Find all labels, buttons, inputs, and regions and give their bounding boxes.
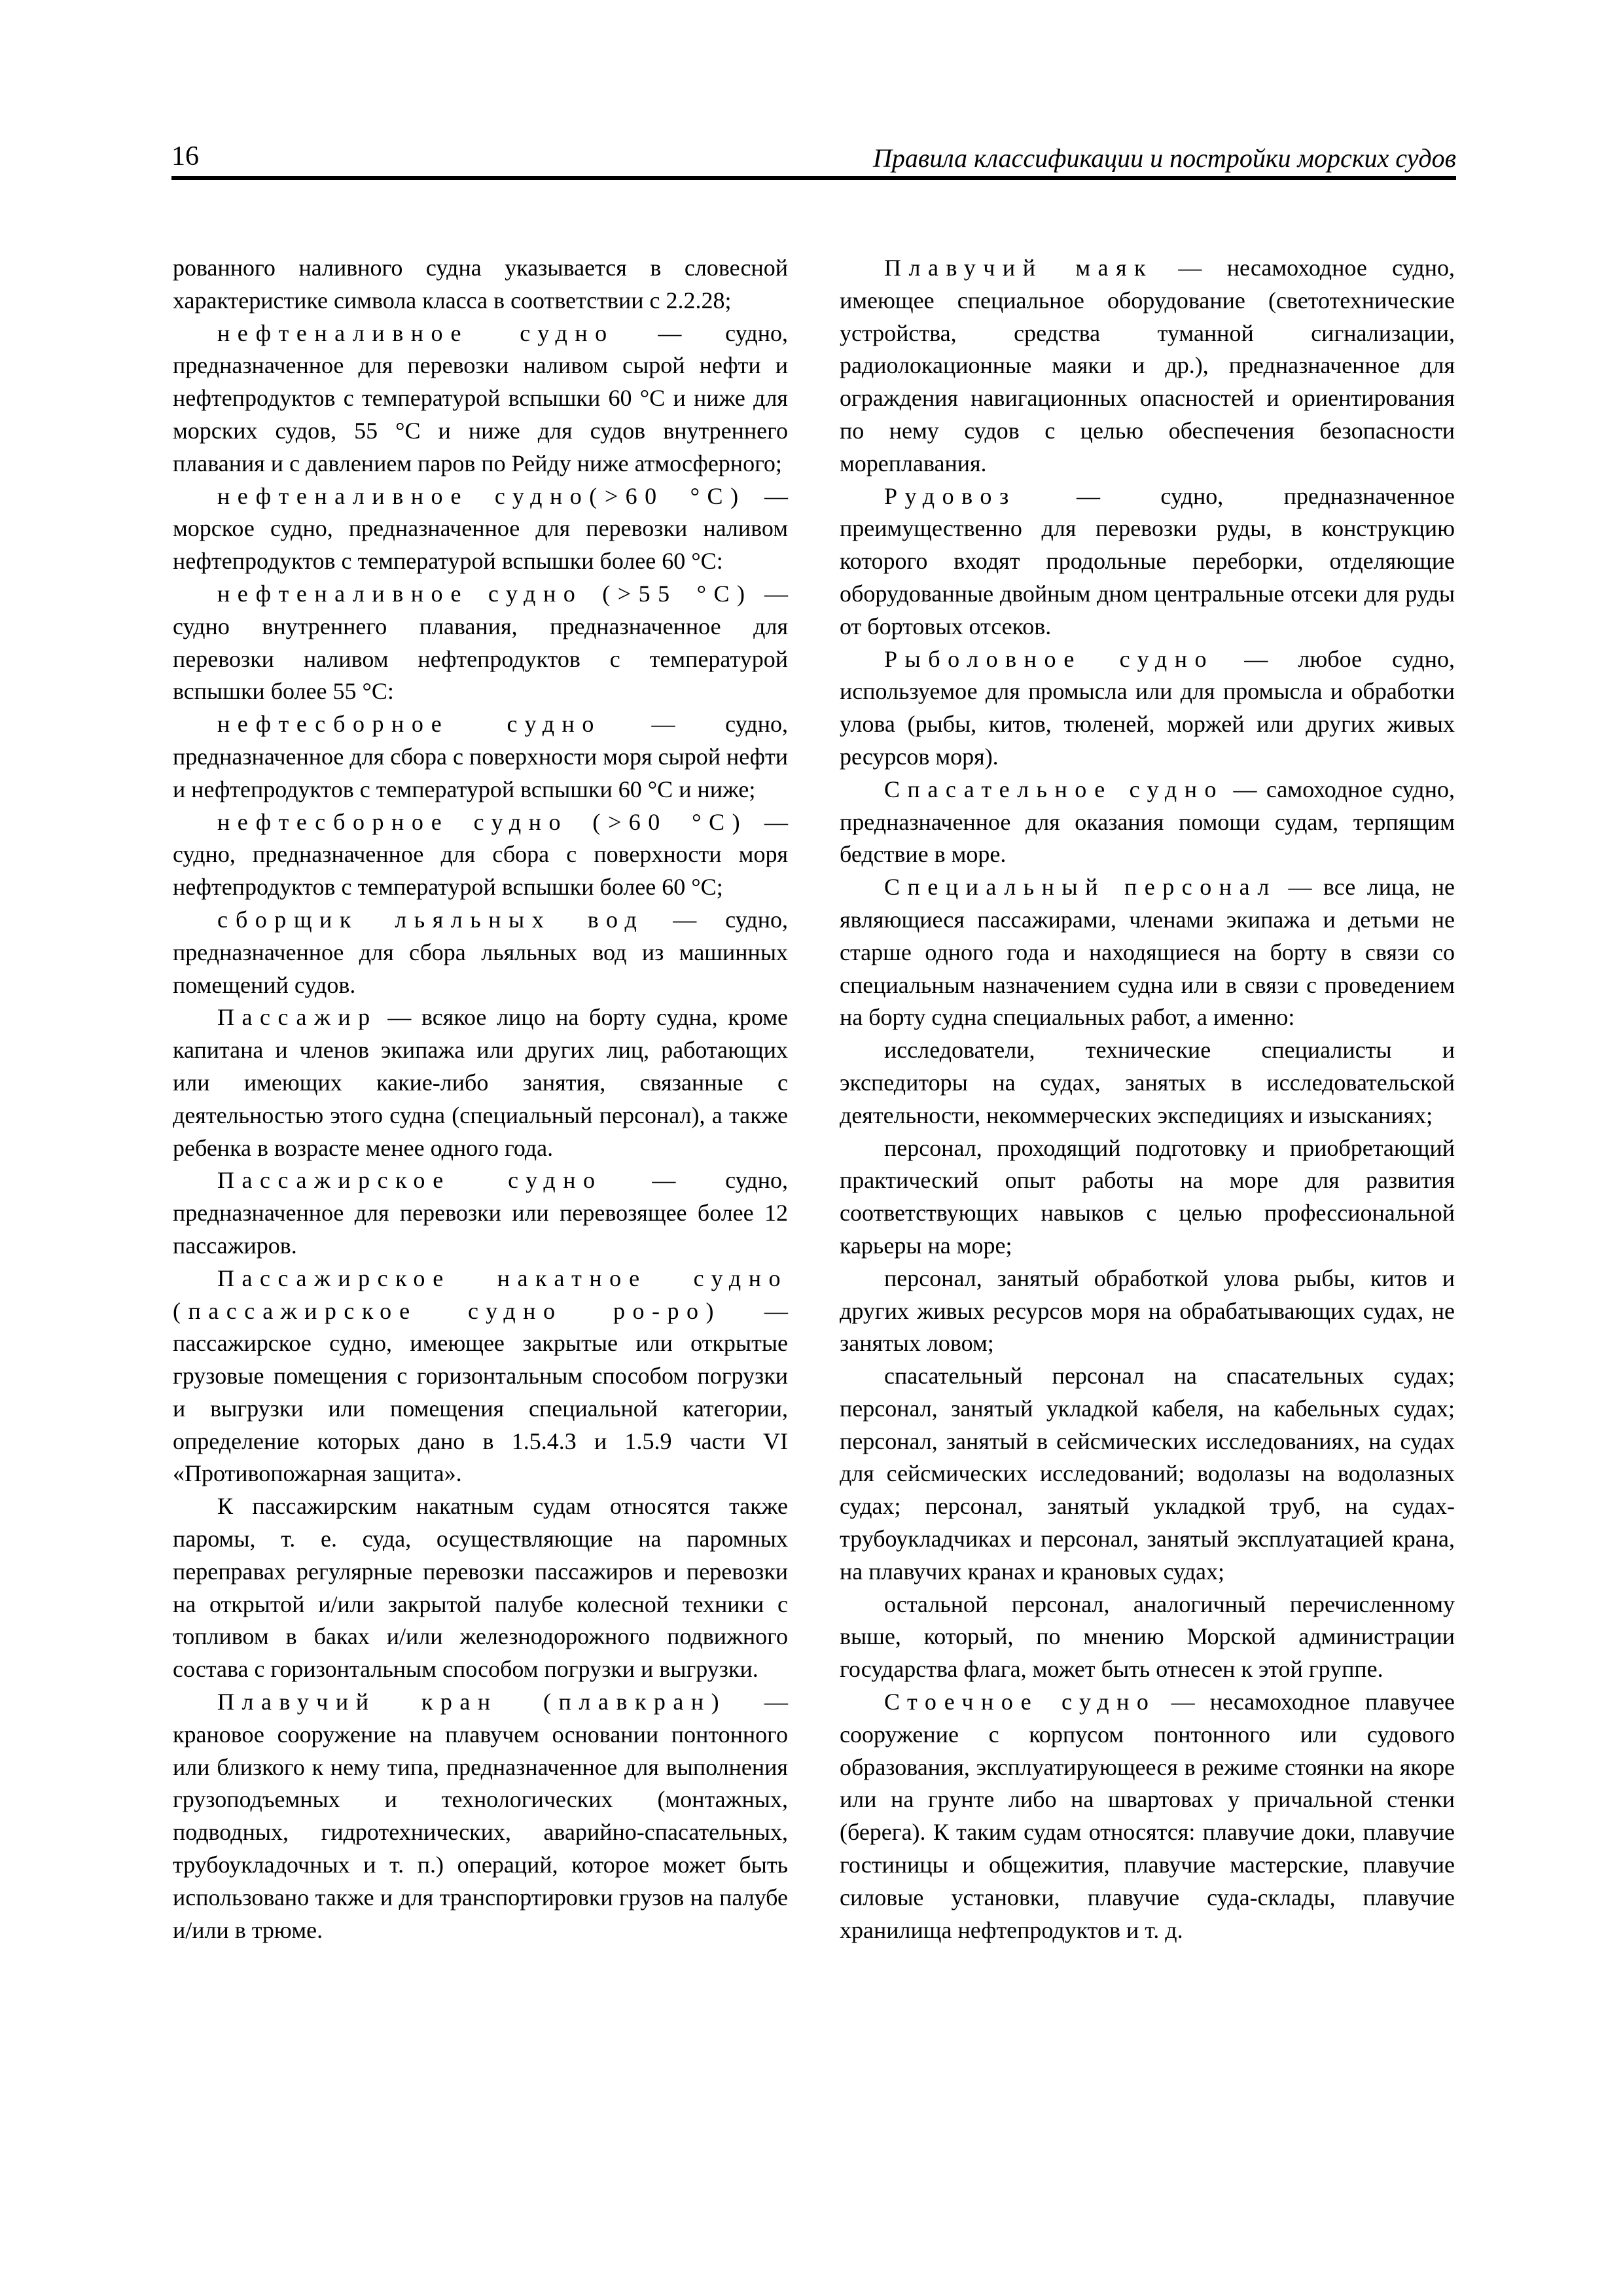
defined-term: Специальный персонал: [884, 874, 1277, 901]
paragraph: [840, 252, 1455, 480]
paragraph: [840, 1588, 1455, 1686]
defined-term: Плавучий маяк: [884, 255, 1154, 281]
paragraph: [173, 1001, 788, 1164]
paragraph: [173, 1164, 788, 1262]
defined-term: Пассажир: [217, 1004, 378, 1031]
paragraph: [840, 774, 1455, 871]
defined-term: нефтеналивное судно: [217, 319, 615, 346]
paragraph: [840, 1686, 1455, 1946]
definition-text: — судно, предназначенное для сбора с поверхности моря сырой нефти и нефтепродуктов с температурой вспышки 60 °С и ниже;: [173, 711, 788, 802]
defined-term: Рудовоз: [884, 482, 1016, 509]
definition-text: — судно внутреннего плавания, предназначенное для перевозки наливом нефтепродуктов с температурой вспышки более 55 °С:: [173, 580, 788, 705]
definition-text: — самоходное судно, предназначенное для оказания помощи судам, терпящим бедствие в море.: [840, 776, 1455, 868]
definition-text: остальной персонал, аналогичный перечисленному выше, который, по мнению Морской администрации государства флага, может быть отнесен к этой группе.: [840, 1590, 1455, 1683]
paragraph: [173, 1490, 788, 1686]
definition-text: — судно, предназначенное для сбора льяльных вод из машинных помещений судов.: [173, 906, 788, 998]
definition-text: рованного наливного судна указывается в словесной характеристике символа класса в соответствии с 2.2.28;: [173, 255, 788, 314]
defined-term: Спасательное судно: [884, 776, 1224, 802]
paragraph: [173, 904, 788, 1001]
paragraph: [840, 1132, 1455, 1263]
paragraph: [173, 480, 788, 578]
defined-term: Плавучий кран (плавкран): [217, 1689, 727, 1715]
definition-text: исследователи, технические специалисты и экспедиторы на судах, занятых в исследовательской деятельности, некоммерческих экспедициях и изысканиях;: [840, 1037, 1455, 1128]
defined-term: сборщик льяльных вод: [217, 906, 645, 933]
page-number: 16: [171, 141, 199, 171]
paragraph: [840, 480, 1455, 643]
defined-term: нефтеналивное судно(>60 °С): [217, 482, 746, 509]
paragraph: [840, 871, 1455, 1034]
paragraph: [840, 1360, 1455, 1588]
definition-text: К пассажирским накатным судам относятся также паромы, т. е. суда, осуществляющие на паромных переправах регулярные перевозки пассажиров и перевозки на открытой и/или закрытой палубе колесной техники с топливом в баках и/или железнодорожного подвижного состава с горизонтальным способом погрузки и выгрузки.: [173, 1493, 788, 1683]
defined-term: Пассажирское накатное судно (пассажирское судно ро-ро): [173, 1265, 788, 1324]
defined-term: Рыболовное судно: [884, 645, 1215, 672]
defined-term: Стоечное судно: [884, 1689, 1156, 1715]
paragraph: [173, 317, 788, 480]
definition-text: спасательный персонал на спасательных судах; персонал, занятый укладкой кабеля, на кабельных судах; персонал, занятый в сейсмических исследованиях, на судах для сейсмических исследований; водолазы на водолазных судах; персонал, занятый укладкой труб, на судах-трубоукладчиках и персонал, занятый эксплуатацией крана, на плавучих кранах и крановых судах;: [840, 1363, 1455, 1585]
defined-term: нефтесборное судно (>60 °С): [217, 808, 748, 835]
right-column: [840, 252, 1455, 1946]
defined-term: Пассажирское судно: [217, 1167, 603, 1194]
definition-text: — пассажирское судно, имеющее закрытые или открытые грузовые помещения с горизонтальным способом погрузки и выгрузки или помещения специальной категории, определение которых дано в 1.5.4.3 и 1.5.9 части VI «Противопожарная защита».: [173, 1297, 789, 1487]
paragraph: [173, 1263, 788, 1491]
paragraph: [173, 578, 788, 708]
definition-text: — несамоходное плавучее сооружение с корпусом понтонного или судового образования, эксплуатирующееся в режиме стоянки на якоре или на грунте либо на швартовах у причальной стенки (берега). К таким судам относятся: плавучие доки, плавучие гостиницы и общежития, плавучие мастерские, плавучие силовые установки, плавучие суда-склады, плавучие хранилища нефтепродуктов и т. д.: [840, 1689, 1455, 1943]
paragraph: [173, 806, 788, 904]
running-title: Правила классификации и постройки морских судов: [872, 143, 1456, 173]
definition-text: персонал, проходящий подготовку и приобретающий практический опыт работы на море для развития соответствующих навыков с целью профессиональной карьеры на море;: [840, 1134, 1455, 1259]
definition-text: — несамоходное судно, имеющее специальное оборудование (светотехнические устройства, средства туманной сигнализации, радиолокационные маяки и др.), предназначенное для ограждения навигационных опасностей и ориентирования по нему судов с целью обеспечения безопасности мореплавания.: [840, 255, 1455, 476]
paragraph: [840, 643, 1455, 774]
definition-text: — судно, предназначенное для перевозки или перевозящее более 12 пассажиров.: [173, 1167, 788, 1259]
definition-text: — судно, предназначенное преимущественно для перевозки руды, в конструкцию которого входят продольные переборки, отделяющие оборудованные двойным дном центральные отсеки для руды от бортовых отсеков.: [840, 482, 1455, 639]
header-rule: [171, 176, 1456, 180]
paragraph: [173, 1686, 788, 1946]
paragraph: [173, 708, 788, 806]
definition-text: — крановое сооружение на плавучем основании понтонного или близкого к нему типа, предназначенное для выполнения грузоподъемных и технологических (монтажных, подводных, гидротехнических, аварийно-спасательных, трубоукладочных и т. п.) операций, которое может быть использовано также и для транспортировки грузов на палубе и/или в трюме.: [173, 1689, 788, 1943]
definition-text: персонал, занятый обработкой улова рыбы, китов и других живых ресурсов моря на обрабатывающих судах, не занятых ловом;: [840, 1265, 1455, 1357]
definition-text: — все лица, не являющиеся пассажирами, членами экипажа и детьми не старше одного года и находящиеся на борту в связи со специальным назначением судна или в связи с проведением на борту судна специальных работ, а именно:: [840, 874, 1455, 1031]
definition-text: — судно, предназначенное для перевозки наливом сырой нефти и нефтепродуктов с температурой вспышки 60 °С и ниже для морских судов, 55 °С и ниже для судов внутреннего плавания и с давлением паров по Рейду ниже атмосферного;: [173, 319, 788, 476]
paragraph: [173, 252, 788, 317]
defined-term: нефтеналивное судно (>55 °С): [217, 580, 753, 607]
definition-text: — морское судно, предназначенное для перевозки наливом нефтепродуктов с температурой вспышки более 60 °С:: [173, 482, 788, 575]
definition-text: — судно, предназначенное для сбора с поверхности моря нефтепродуктов с температурой вспышки более 60 °С;: [173, 808, 788, 901]
paragraph: [840, 1263, 1455, 1360]
left-column: [173, 252, 788, 1946]
paragraph: [840, 1034, 1455, 1132]
defined-term: нефтесборное судно: [217, 711, 601, 738]
definition-text: — всякое лицо на борту судна, кроме капитана и членов экипажа или других лиц, работающих или имеющих какие-либо занятия, связанные с деятельностью этого судна (специальный персонал), а также ребенка в возрасте менее одного года.: [173, 1004, 788, 1161]
definition-text: — любое судно, используемое для промысла или для промысла и обработки улова (рыбы, китов, тюленей, моржей или других живых ресурсов моря).: [840, 645, 1455, 770]
